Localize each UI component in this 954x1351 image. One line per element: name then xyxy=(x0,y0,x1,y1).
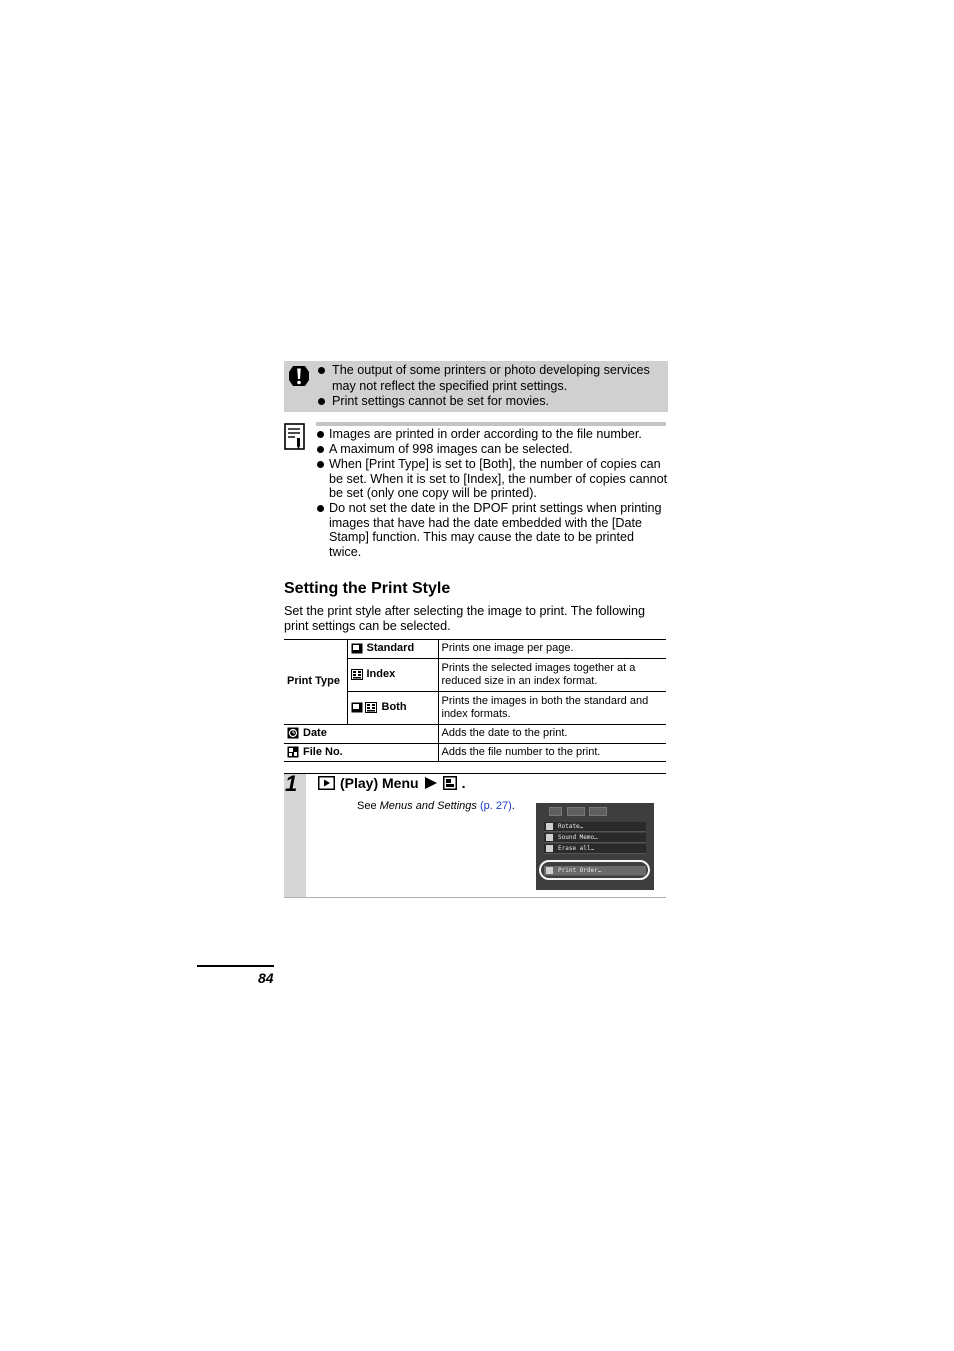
play-mode-icon xyxy=(318,776,335,790)
page-link[interactable]: (p. 27) xyxy=(479,800,512,812)
print-style-table xyxy=(284,639,666,762)
table-row xyxy=(284,640,666,659)
both-print-icon xyxy=(351,702,378,713)
note-item: A maximum of 998 images can be selected. xyxy=(316,442,668,457)
standard-print-icon xyxy=(351,643,363,654)
section-intro: Set the print style after selecting the image to print. The following print settings can be selected. xyxy=(284,604,645,633)
caution-list xyxy=(316,363,661,410)
footer-rule xyxy=(197,965,274,967)
step-top-rule xyxy=(284,773,666,774)
date-desc: Adds the date to the print. xyxy=(438,725,666,744)
note-divider xyxy=(316,422,666,426)
lcd-menu-item: Sound Memo… xyxy=(544,833,646,843)
step-title-text: (Play) Menu xyxy=(340,775,419,791)
note-item: Do not set the date in the DPOF print settings when printing images that have had the date embedded with the [Date Stamp] function. This may cause the date to be printed twice. xyxy=(316,501,668,559)
lcd-print-tab-icon xyxy=(567,807,585,816)
print-order-icon xyxy=(443,776,457,790)
print-type-label: Print Type xyxy=(284,640,347,725)
step-title-suffix: . xyxy=(461,775,466,791)
index-print-icon xyxy=(351,669,363,680)
step-bottom-rule xyxy=(284,897,666,898)
camera-screen-image xyxy=(536,803,654,890)
caution-item: Print settings cannot be set for movies. xyxy=(316,394,661,410)
option-both: Both xyxy=(347,692,438,725)
option-desc: Prints the selected images together at a reduced size in an index format. xyxy=(438,659,666,692)
page-number: 84 xyxy=(258,970,274,986)
option-desc: Prints one image per page. xyxy=(438,640,666,659)
highlight-ring xyxy=(539,860,650,880)
step-title xyxy=(318,775,465,791)
fileno-desc: Adds the file number to the print. xyxy=(438,743,666,762)
arrow-right-icon xyxy=(424,776,438,790)
lcd-menu-item: Erase all… xyxy=(544,844,646,854)
table-row xyxy=(284,743,666,762)
note-item: When [Print Type] is set to [Both], the number of copies can be set. When it is set to [Index], the number of copies cannot be set (only one copy will be printed). xyxy=(316,457,668,501)
file-number-icon xyxy=(287,746,299,758)
date-label-cell: Date xyxy=(284,725,438,744)
memo-note-icon xyxy=(284,423,306,451)
option-standard: Standard xyxy=(347,640,438,659)
option-desc: Prints the images in both the standard and index formats. xyxy=(438,692,666,725)
caution-item: The output of some printers or photo developing services may not reflect the specified print settings. xyxy=(316,363,661,394)
section-heading: Setting the Print Style xyxy=(284,580,451,597)
lcd-setup-tab-icon xyxy=(589,807,607,816)
date-icon xyxy=(287,727,299,739)
fileno-label-cell: File No. xyxy=(284,743,438,762)
caution-box xyxy=(284,361,668,412)
lcd-menu-item-selected: Print Order… xyxy=(544,866,646,876)
note-list xyxy=(316,427,668,560)
caution-exclamation-icon xyxy=(287,364,311,388)
lcd-play-tab-icon xyxy=(549,807,562,816)
note-item: Images are printed in order according to the file number. xyxy=(316,427,668,442)
option-index: Index xyxy=(347,659,438,692)
lcd-menu-item: Rotate… xyxy=(544,822,646,832)
step-number: 1 xyxy=(285,771,298,796)
table-row xyxy=(284,725,666,744)
step-reference: See Menus and Settings (p. 27). xyxy=(357,800,515,812)
